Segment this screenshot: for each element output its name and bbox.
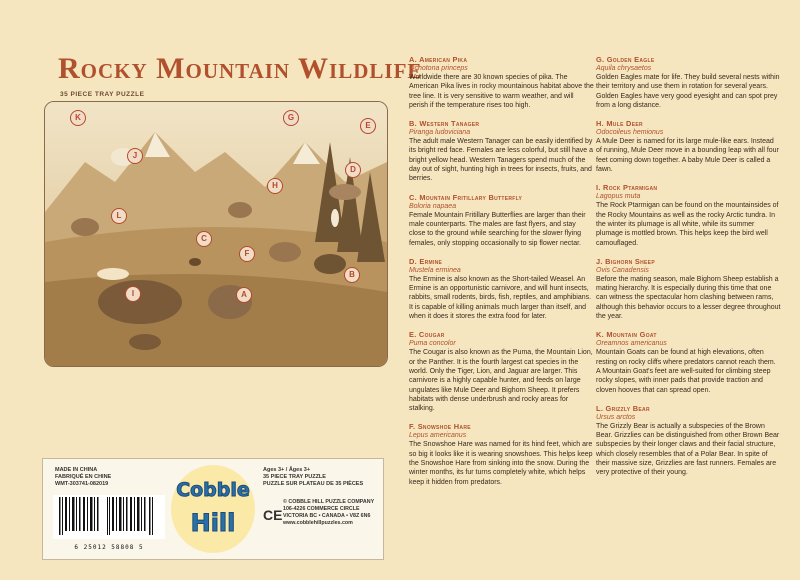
species-description: The Snowshoe Hare was named for its hind feet, which are so big it looks like it is wearing snowshoes. This helps keep the Snowshoe Hare from sinking into the snow. During the winter months, its fur turns completely white, which helps keep it hidden from predators. [409, 441, 593, 486]
species-description: Worldwide there are 30 known species of pika. The American Pika lives in rocky mountainous habitat above the tree line. It is very sensitive to warm weather, and will perish if the temperature rises too high. [409, 74, 594, 109]
species-entry [409, 193, 594, 248]
species-entry [596, 404, 781, 478]
species-name: L. Grizzly Bear [596, 403, 650, 413]
species-description: The Rock Ptarmigan can be found on the mountainsides of the Rocky Mountains as well as the rocky Arctic tundra. In the winter its plumage is all white, while its summer plumage is mottled brown. This helps keep the bird well camouflaged. [596, 202, 779, 247]
marker-j: J [127, 148, 143, 164]
species-name: I. Rock Ptarmigan [596, 183, 658, 193]
species-description: The Grizzly Bear is actually a subspecies of the Brown Bear. Grizzlies can be distinguished from other Brown Bear subspecies by their longer claws and their facial structure, which closely resembles that of a Polar Bear. In spite of their massive size, Grizzlies are fast runners. Females are very protective of their young. [596, 422, 780, 477]
species-name: A. American Pika [409, 55, 468, 64]
species-name: H. Mule Deer [596, 119, 643, 129]
marker-k: K [70, 110, 86, 126]
species-latin: Oreamnos americanus [596, 340, 667, 348]
species-name: J. Bighorn Sheep [596, 256, 655, 266]
barcode-number: 6 25012 58808 5 [74, 544, 144, 551]
age-info [263, 467, 381, 488]
species-entry [596, 257, 781, 321]
species-latin: Piranga ludoviciana [409, 129, 471, 137]
marker-f: F [239, 246, 255, 262]
species-latin: Ovis Canadensis [596, 266, 649, 274]
logo-word-cobble: Cobble [176, 479, 250, 501]
barcode [53, 495, 165, 551]
marker-h: H [267, 178, 283, 194]
species-description: Before the mating season, male Bighorn Sheep establish a mating hierarchy. It is especially during this time that one can witness the spectacular horn clashing between rams, although this behavior occurs to a lesser degree throughout the year. [596, 275, 781, 321]
species-name: K. Mountain Goat [596, 330, 657, 340]
species-name: D. Ermine [409, 256, 443, 266]
marker-e: E [360, 118, 376, 134]
product-label [42, 458, 384, 560]
pieces-en: 35 PIECE TRAY PUZZLE [263, 474, 326, 480]
company-city: VICTORIA BC • CANADA • V8Z 6N6 [283, 513, 371, 519]
company-info [283, 499, 383, 527]
species-latin: Mustela erminea [409, 266, 461, 274]
wildlife-illustration [44, 101, 388, 367]
page-title: Rocky Mountain Wildlife [58, 52, 423, 85]
species-latin: Lepus americanus [409, 432, 467, 440]
product-code: WMT-303741-082019 [55, 481, 109, 487]
species-entry [409, 55, 594, 110]
species-entry [409, 119, 594, 183]
fabrique-text: FABRIQUÉ EN CHINE [55, 474, 112, 480]
marker-l: L [111, 208, 127, 224]
species-entry [596, 55, 781, 110]
species-latin: Lagopus muta [596, 193, 641, 201]
marker-g: G [283, 110, 299, 126]
species-latin: Ochotona princeps [409, 65, 468, 72]
marker-i: I [125, 286, 141, 302]
species-column-left [409, 55, 594, 496]
species-description: A Mule Deer is named for its large mule-like ears. Instead of running, Mule Deer move in a bounding leap with all four feet coming down together. A baby Mule Deer is called a fawn. [596, 138, 779, 174]
species-name: G. Golden Eagle [596, 55, 655, 64]
species-description: The Ermine is also known as the Short-tailed Weasel. An Ermine is an opportunistic carnivore, and will hunt insects, rabbits, small rodents, birds, fish, reptiles, and amphibians. It is capable of killing animals much larger than itself, and when it does it stores the extra food for later. [409, 275, 592, 321]
species-column-right [596, 55, 781, 487]
species-latin: Aquila chrysaetos [596, 65, 652, 72]
puzzle-type: 35 PIECE TRAY PUZZLE [60, 91, 145, 98]
species-latin: Ursus arctos [596, 413, 636, 421]
pieces-fr: PUZZLE SUR PLATEAU DE 35 PIÈCES [263, 481, 364, 487]
cobble-hill-logo [171, 465, 255, 553]
marker-b: B [344, 267, 360, 283]
origin-info [55, 467, 111, 488]
species-description: The adult male Western Tanager can be easily identified by its bright red face. Females are less colorful, but still have a bright yellow head. Western Tanagers spend much of the day out of sight, hunting high in trees for insects, fruits, and berries. [409, 138, 594, 183]
species-entry [596, 119, 781, 174]
company-address: 106-4226 COMMERCE CIRCLE [283, 506, 360, 512]
made-in-text: MADE IN CHINA [55, 467, 98, 473]
species-description: The Cougar is also known as the Puma, the Mountain Lion, or the Panther. It is the fourth largest cat species in the world. Only the Tiger, Lion, and Jaguar are larger. This carnivore is a highly capable hunter, and feeds on large ungulates like Mule Deer and Bighorn Sheep. It prefers habitats with dense underbrush and rocky areas for stalking. [409, 349, 593, 413]
species-name: F. Snowshoe Hare [409, 422, 471, 432]
species-entry [409, 422, 594, 486]
company-website: www.cobblehillpuzzles.com [283, 520, 353, 526]
ce-mark: CE [263, 507, 283, 523]
species-description: Golden Eagles mate for life. They build several nests within their territory and use them in rotation for several years. Golden Eagles have very good eyesight and can spot prey from a long distance. [596, 74, 780, 109]
company-name: © COBBLE HILL PUZZLE COMPANY [283, 499, 375, 505]
marker-a: A [236, 287, 252, 303]
species-name: C. Mountain Fritillary Butterfly [409, 192, 523, 202]
species-entry [409, 257, 594, 321]
species-entry [409, 330, 594, 413]
logo-word-hill: Hill [190, 509, 236, 537]
species-description: Female Mountain Fritillary Butterflies are larger than their male counterparts. The males are fast flyers, and stay close to the ground while searching for the slower flying females, only stopping occasionally to sip flower nectar. [409, 211, 586, 247]
species-description: Mountain Goats can be found at high elevations, often resting on rocky cliffs where predators cannot reach them. A Mountain Goat's feet are well-suited for climbing steep rocky slopes, with inner pads that provide traction and cloven hooves that can spread open. [596, 349, 776, 394]
species-latin: Boloria napaea [409, 202, 457, 210]
species-latin: Puma concolor [409, 340, 456, 348]
age-text: Ages 3+ / Âges 3+ [263, 467, 311, 473]
marker-c: C [196, 231, 212, 247]
marker-d: D [345, 162, 361, 178]
wildlife-scene [45, 102, 387, 366]
species-entry [596, 330, 781, 394]
species-name: B. Western Tanager [409, 119, 480, 129]
species-latin: Odocoileus hemionus [596, 129, 664, 137]
barcode-icon [53, 495, 165, 539]
species-name: E. Cougar [409, 330, 445, 340]
species-entry [596, 183, 781, 247]
